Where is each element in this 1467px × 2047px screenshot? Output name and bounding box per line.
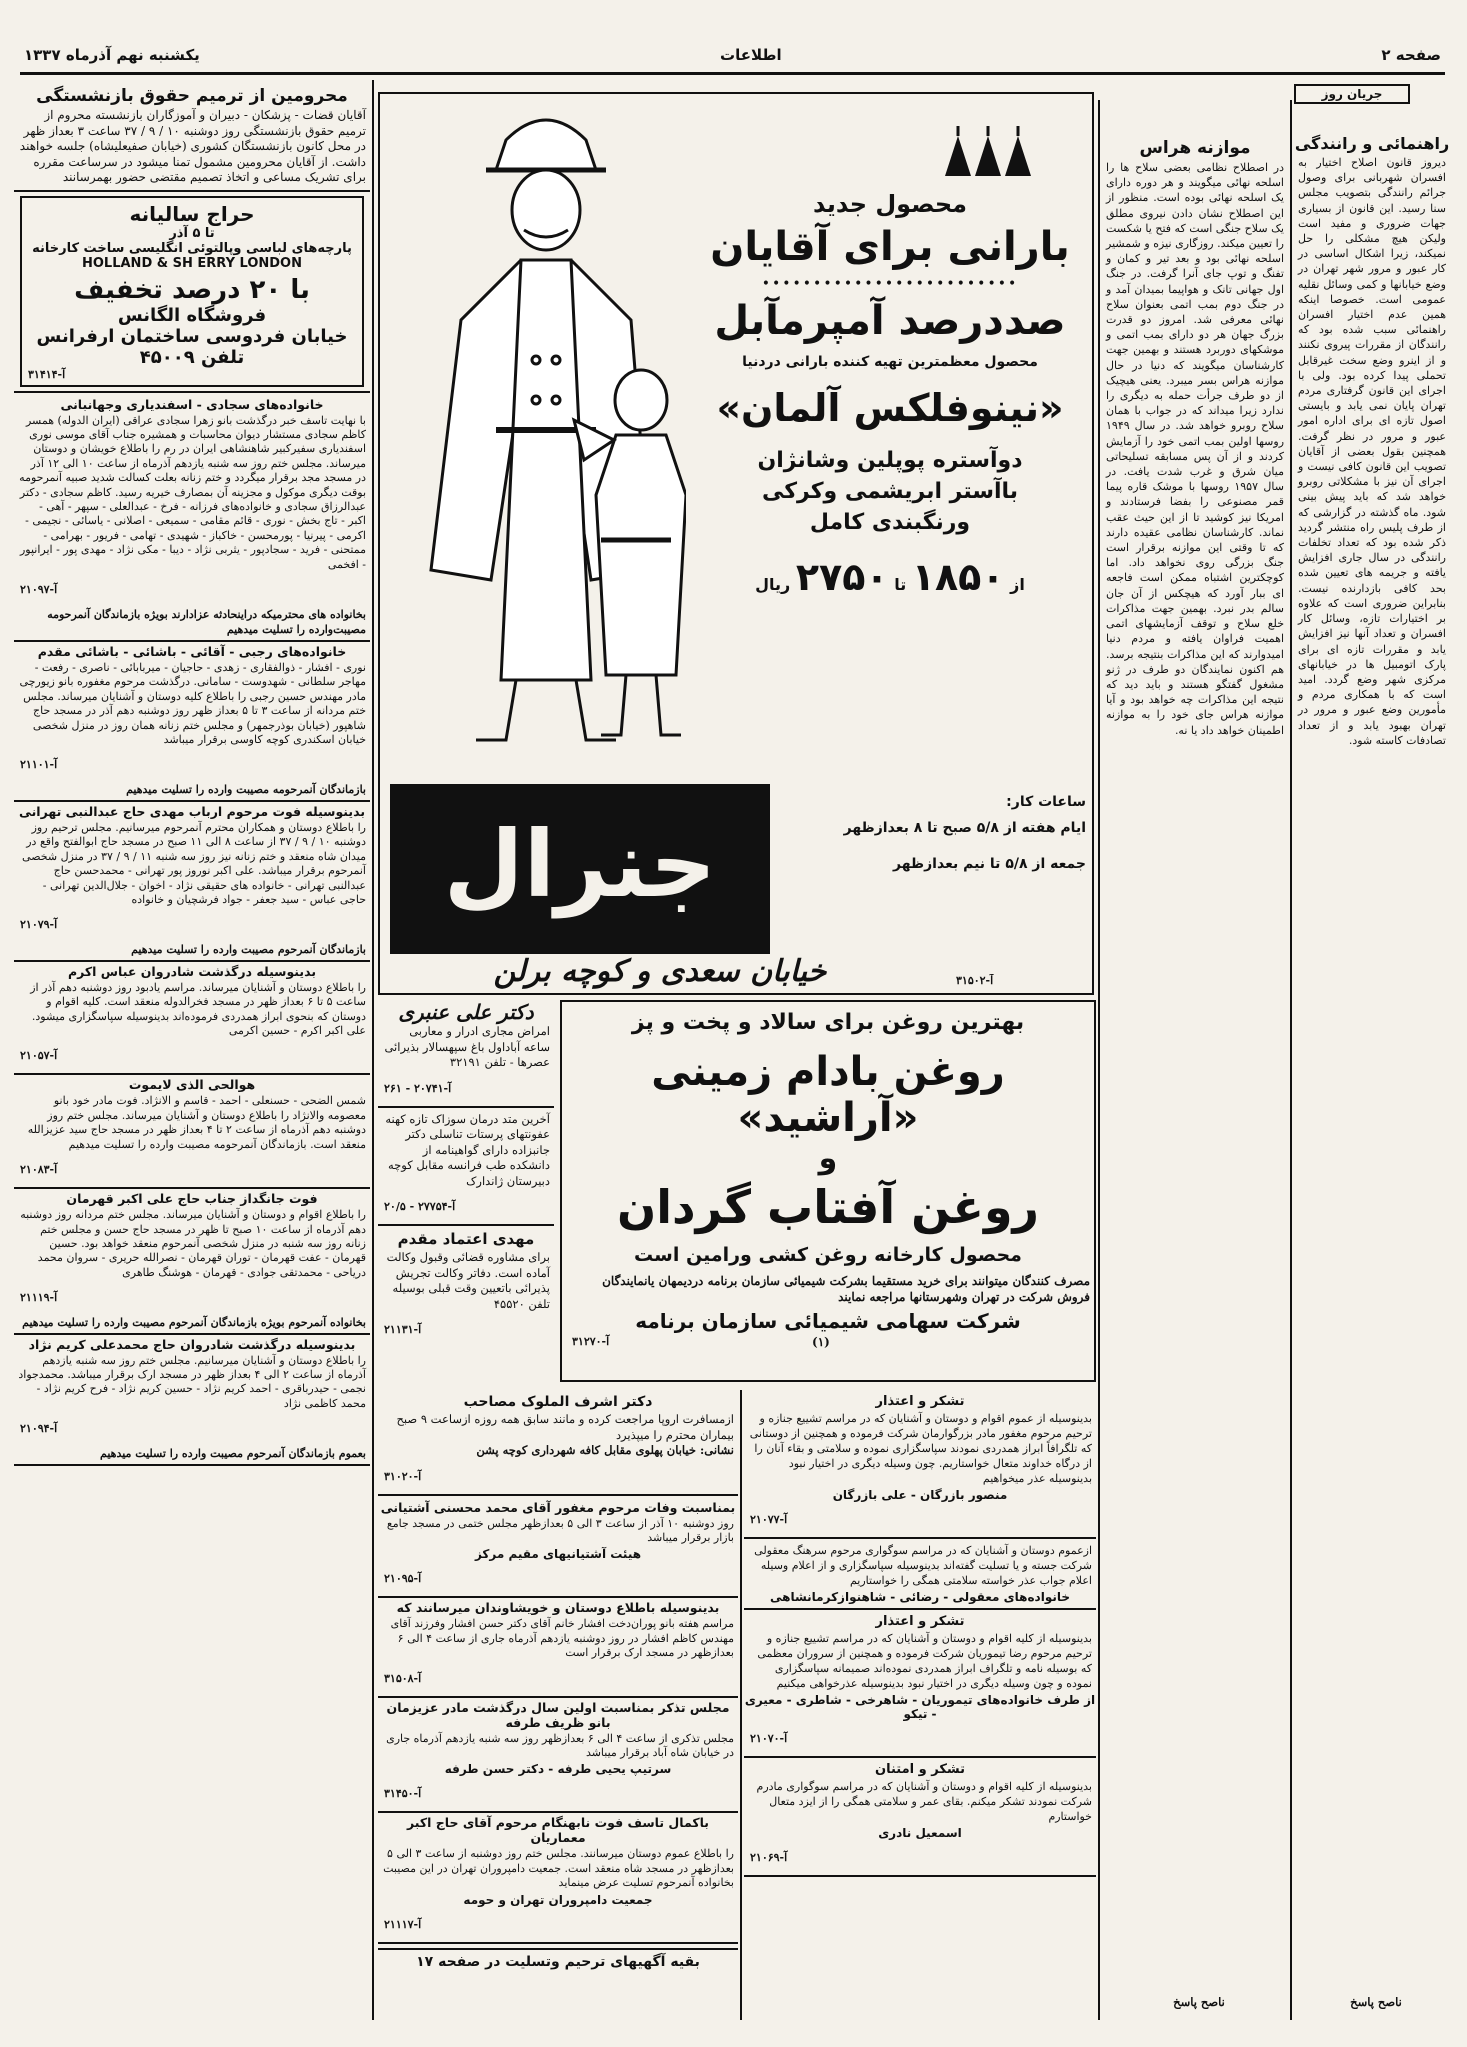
obituary-footer: بخانواده آنمرحوم بویژه بازماندگان آنمرحوم مصیبت وارده را تسلیت میدهیم — [22, 1316, 366, 1330]
ad-price-row — [690, 555, 1090, 599]
oil-dealers: مصرف کنندگان میتوانند برای خرید مستقیما بشرکت شیمیائی سازمان برنامه دردیمهان یانمایندگان فروش شرکت در تهران وشهرستانها مراجعه نمایند — [602, 1274, 1090, 1304]
obituary-body: با نهایت تاسف خبر درگذشت بانو زهرا سجادی عراقی (ایران الدوله) همسر کاظم سجادی مستشار دیوان محاسبات و همشیره جناب آقای موسی نوری اسفندیاری سفیرکبیر شاهنشاهی ایران در رم را باطلاع خویشان و دوستان میرساند. مجلس ختم روز سه شنبه یازدهم آذرماه از ساعت ۱۰ الی ۱۲ آذر در مسجد مجد برقرار میگردد و ختم زنانه بعلت کسالت شدید صبیه آنمرحومه بوقت دیگری موکول و مجزینه آن بمصارف خیریه رسید. کاظم سجادی - دکتر عبدالرزاق سجادی و خانواده‌های فرزانه - فرخ - عبدالعلی - سپهر - آهی - اکبر - تاج بخش - نوری - قائم مقامی - سمیعی - اصلانی - یاسائی - نجیمی - اکرمی - پیرنیا - پورمحسن - خاکباز - شهیدی - تهامی - فریور - بهرامی - ممتحنی - فرید - سجادپور - یثربی نژاد - دیبا - مکی نژاد - مهدی پور - ایرانپور - افخمی — [19, 413, 366, 571]
mourning-code: آ-۳۱۵۰۸ — [384, 1671, 422, 1685]
mourning-notice — [378, 1815, 738, 1943]
divider — [14, 391, 370, 393]
divider — [14, 1187, 370, 1189]
ad-brand: «نینوفلکس آلمان» — [716, 386, 1064, 430]
pension-body: آقایان قضات - پزشکان - دبیران و آموزگاران بازنشسته محروم از ترمیم حقوق بازنشستگی روز دوشنبه ۱۰ / ۹ / ۳۷ ساعت ۳ بعداز ظهر در محل کانون بازنشستگان کشوری (خیابان صفیعلیشاه) جلسه خواهند داشت. از آقایان محرومین مشمول تمنا میشود در سرساعت مقرره برای تشریک مساعی و اتخاذ تصمیم مقتضی حضور بهمرسانند — [19, 108, 366, 184]
sale-ad — [20, 196, 364, 387]
oil-top: بهترین روغن برای سالاد و پخت و پز — [631, 1010, 1025, 1035]
article-body: در اصطلاح نظامی بعضی سلاح ها را اسلحه نهائی میگویند و هر دوره دارای یک اسلحه نهائی بوده است. منظور از این اصطلاح نشان دادن نیروی مطلق یک سلاح جنگی است که فتح یا شکست را تعیین میکند. روزگاری نیزه و شمشیر اسلحه نهائی بود و بعد تیر و کمان و تفنگ و توپ جای آنرا گرفت. در جنگ اول جهانی تانک و هواپیما بمیدان آمد و در جنگ دوم بمب اتمی بعنوان سلاح نهائی معرفی شد. امروز دو قدرت بزرگ جهان هر دو دارای بمب اتمی و موشکهای دوربرد هستند و بهمین جهت کارشناسان میگویند که دنیا در حال موازنه هراس بسر میبرد. یعنی هیچیک از دو طرف جرأت حمله به دیگری را ندارد زیرا میداند که در جواب با همان سلاح روبرو خواهد شد. در سال ۱۹۴۹ روسها اولین بمب اتمی خود را آزمایش کردند و از آن پس مسابقه تسلیحاتی میان شرق و غرب شدت یافت. در سال ۱۹۵۷ روسها با موشک قاره پیما قمر مصنوعی را بفضا فرستادند و امریکا نیز کوشید تا از این حیث عقب نماند. کارشناسان نظامی عقیده دارند که تا وقتی این موازنه برقرار است جنگ بزرگی روی نخواهد داد. اما کوچکترین اشتباه ممکن است فاجعه ای ببار آورد که هیچکس از آن جان سالم بدر نبرد. بهمین جهت مذاکرات خلع سلاح و توقف آزمایشهای اتمی اهمیت فراوان یافته و مردم دنیا امیدوارند که این مذاکرات بنتیجه برسد. هم اکنون نمایندگان دو طرف در ژنو مشغول گفتگو هستند و باید دید که نتیجه این مذاکرات چه خواهد بود و آیا موازنه هراس جای خود را به موازنه اطمینان خواهد داد یا نه. — [1106, 161, 1284, 737]
mourning-title: بمناسبت وفات مرحوم مغفور آقای محمد محسنی آشتیانی — [380, 1499, 736, 1515]
mourning-sign: هیئت آشتیانیهای مقیم مرکز — [474, 1547, 642, 1562]
obituary-title: هوالحی الذی لایموت — [128, 1077, 256, 1093]
divider — [744, 1608, 1096, 1610]
raincoat-illustration — [386, 100, 686, 780]
column-rule — [372, 80, 374, 2020]
mourning-body: مراسم هفته بانو پوران‌دخت افشار خانم آقای دکتر حسن افشار وفرزند آقای مهندس کاظم افشار در روز دوشنبه یازدهم آذرماه جاری از ساعت ۴ الی ۶ بعدازظهر در مسجد ارک برقرار است — [390, 1617, 734, 1660]
divider — [14, 1464, 370, 1466]
price-from: از — [1010, 575, 1025, 594]
dentist-body: امراض مجاری ادرار و معاربی ساعه آباداول باغ سپهسالار بذیرائی عصرها - تلفن ۳۲۱۹۱ — [384, 1024, 550, 1069]
hours-week: ایام هفته از ۵/۸ صبح تا ۸ بعدازظهر — [843, 820, 1086, 836]
umbrella-logo — [940, 116, 1050, 186]
dentist-name: دکتر علی عنبری — [398, 1000, 534, 1024]
obituary-code: آ-۲۱۱۰۱ — [20, 758, 58, 772]
oil-num: (۱) — [812, 1335, 830, 1349]
lawyer-name: مهدی اعتماد مقدم — [397, 1230, 535, 1248]
obituary-footer: بخانواده های محترمیکه دراینحادثه عزادارند بویژه بازماندگان آنمرحومه مصیبت‌وارده را تسلیت میدهیم — [47, 607, 366, 637]
oil-name-1: روغن بادام زمینی «آراشید» — [651, 1049, 1005, 1141]
mourning-code: آ-۳۱۴۵۰ — [384, 1787, 422, 1801]
divider — [378, 1948, 738, 1950]
obituary-title: بدینوسیله درگذشت شادروان حاج محمدعلی کریم نژاد — [28, 1336, 356, 1352]
store-name-banner — [390, 784, 770, 954]
hours-title: ساعات کار: — [1006, 794, 1086, 810]
divider — [378, 1596, 738, 1598]
thanks-code: آ-۲۱۰۷۷ — [750, 1513, 788, 1526]
divider — [378, 1811, 738, 1813]
obituary-footer: بعموم بازماندگان آنمرحوم مصیبت وارده را تسلیت میدهیم — [100, 1447, 366, 1461]
divider — [14, 190, 370, 192]
obituary-list — [14, 397, 370, 1466]
thanks-sign: منصور بازرگان - علی بازرگان — [832, 1488, 1008, 1502]
clinic-code: آ-۲۷۷۵۴ - ۲۰/۵ — [384, 1200, 456, 1213]
divider — [744, 1756, 1096, 1758]
ad-headline: بارانی برای آقایان — [710, 224, 1070, 270]
obituary-code: آ-۲۱۰۸۳ — [20, 1163, 58, 1177]
obituary-footer: بازماندگان آنمرحومه مصیبت وارده را تسلیت میدهیم — [126, 783, 366, 797]
thanks-notice — [744, 1762, 1096, 1877]
oil-and: و — [818, 1141, 838, 1176]
store-name: جنرال — [443, 811, 717, 918]
obituary-body: نوری - افشار - ذوالفقاری - زهدی - حاجیان - میربابائی - ناصری - رفعت - مهاجر سلطانی - شهدوست - سامانی. درگذشت مرحوم مغفوره بانو زیورچی مادر مهندس حسین رجبی را باطلاع کلیه دوستان و آشنایان میرساند. مجلس ختم مردانه از ساعت ۳ تا ۵ بعداز ظهر روز دوشنبه دهم آذر در مسجد حاج شاهپور (خیابان بوذرجمهر) و مجلس ختم زنانه همان روز در منزل شخصی خیابان اسکندری کوچه کاوسی برقرار میباشد — [19, 660, 366, 746]
ad-code: آ-۳۱۵۰۲ — [956, 974, 994, 987]
divider — [744, 1537, 1096, 1539]
divider — [14, 1333, 370, 1335]
raincoat-ad-text — [690, 184, 1090, 704]
clinic-body: آخرین متد درمان سوزاک تازه کهنه عفونتهای پرستات تناسلی دکتر جانبزاده دارای گواهینامه از دانشکده طب فرانسه مقابل کوچه دبیرستان ژاندارک — [385, 1111, 550, 1188]
doctor-title: دکتر اشرف الملوک مصاحب — [463, 1394, 653, 1410]
divider — [14, 1073, 370, 1075]
obituary-title: بدینوسیله درگذشت شادروان عباس اکرم — [67, 963, 317, 979]
thanks-body: بدینوسیله از کلیه اقوام و دوستان و آشنایان که در مراسم تشییع جنازه و ترحیم مرحوم رضا تیموریان شرکت فرموده و همچنین از سروران معظمی که بوسیله نامه و تلگراف ابراز همدردی نموده‌اند صمیمانه سپاسگزاری نموده و چون وسیله دیگری در اختیار نبود بدینوسیله عذرخواهی میکنیم — [757, 1632, 1092, 1690]
mourning-title: بدینوسیله باطلاع دوستان و خویشاوندان میرسانند که — [396, 1600, 720, 1616]
mourning-sign: سرتیپ یحیی طرفه - دکتر حسن طرفه — [444, 1762, 672, 1777]
doctor-address: نشانی: خیابان پهلوی مقابل کافه شهرداری کوچه پشن — [476, 1443, 734, 1457]
thanks-title: تشکر و اعتذار — [875, 1394, 965, 1409]
thanks-notice — [744, 1394, 1096, 1539]
obituary-code: آ-۲۱۰۹۴ — [20, 1422, 58, 1436]
divider — [744, 1875, 1096, 1877]
divider — [14, 960, 370, 962]
divider — [378, 1494, 738, 1496]
store-hours — [780, 794, 1086, 944]
sale-discount: با ۲۰ درصد تخفیف — [74, 274, 310, 305]
obituary-footer: بازماندگان آنمرحوم مصیبت وارده را تسلیت میدهیم — [131, 943, 366, 957]
sale-phone: تلفن ۴۵۰۰۹ — [139, 346, 245, 368]
thanks-code: آ-۲۱۰۷۰ — [750, 1732, 788, 1745]
lawyer-code: آ-۲۱۱۳۱ — [384, 1323, 422, 1336]
footer-note: بقیه آگهیهای ترحیم وتسلیت در صفحه ۱۷ — [416, 1953, 700, 1970]
obituary-title: فوت جانگداز جناب حاج علی اکبر قهرمان — [66, 1191, 318, 1207]
mourning-notice — [378, 1600, 738, 1697]
thanks-title: تشکر و اعتذار — [875, 1614, 965, 1629]
article-body: دیروز قانون اصلاح اختیار به افسران شهربانی برای وصول جرائم رانندگی بتصویب مجلس سنا رسید. این قانون از بسیاری جهات ضروری و مفید است ولیکن هیچ مشکلی را حل نمیکند، زیرا اشکال اساسی در کار عبور و مرور شهر تهران در وضع خیابانها و کمی وسائل نقلیه عمومی است. خصوصا اینکه همین عدم اختیار افسران راهنمائی سبب شده بود که رانندگان از مقررات پیروی نکنند و از اینرو وضع سخت غیرقابل تحملی پیدا کرده بود. ولی با اجرای این قانون گرفتاری مردم تهران پایان نمی یابد و بایستی اصول تازه ای برای اداره امور عبور و مرور در نظر گرفت. همچنین بقول بعضی از آقایان تصویب این قانون کافی نیست و اجرای آن نیز با مشکلاتی روبرو خواهد شد که باید پیش بینی شود. ماه گذشته در گزارشی که از طرف پلیس راه منتشر گردید ذکر شده بود که تعداد تخلفات رانندگی در سال جاری افزایش یافته و جریمه های تعیین شده بحد کافی بازدارنده نیست. بنابراین ضروری است که علاوه بر اختیارات تازه، وسائل کار افسران و تعداد آنها نیز افزایش یابد و مقررات تازه ای برای پارک اتومبیل ها در خیابانهای مرکزی شهر وضع گردد. امید است که با همکاری مردم و مأمورین وضع عبور و مرور در تهران بهبود یابد و از تعداد تصادفات کاسته شود. — [1298, 156, 1446, 747]
thanks-title: تشکر و امتنان — [875, 1762, 965, 1777]
ad-feature: دوآستره پوپلین وشانژان — [757, 448, 1023, 473]
obituary-body: را باطلاع اقوام و دوستان و آشنایان میرساند. مجلس ختم مردانه روز دوشنبه دهم آذرماه از ساعت ۱۰ صبح تا ظهر در مسجد حاج حسن و مجلس ختم زنانه روز سه شنبه در منزل شخصی آنمرحوم منعقد خواهد بود. حسین قهرمان - عفت قهرمان - توران قهرمان - نصرالله حریری - سروان محمد دریاحی - محمدتقی جوادی - قهرمان - هوشنگ طاهری — [20, 1208, 366, 1279]
obituary-code: آ-۲۱۰۷۹ — [20, 918, 58, 932]
column-rule — [740, 1390, 742, 2020]
obituary-title: بدینوسیله فوت مرحوم ارباب مهدی حاج عبدالنبی تهرانی — [18, 803, 366, 819]
ad-new-product: محصول جدید — [812, 190, 968, 218]
divider — [14, 800, 370, 802]
column-rule — [1098, 100, 1100, 2020]
column-rule — [1290, 100, 1292, 2020]
obituary-body: شمس الضحی - حسنعلی - احمد - قاسم و الانژاد. فوت مادر خود بانو معصومه والانژاد را باطلاع دوستان و آشنایان میرساند. مجلس ختم روز دوشنبه دهم آذرماه از ساعت ۲ تا ۴ بعداز ظهر در مسجد حاج سید عزیزالله منعقد است. بازماندگان آنمرحومه مصیبت وارده را تسلیت میدهیم — [27, 1094, 366, 1151]
ad-feature: ورنگبندی کامل — [809, 510, 971, 535]
oil-name-2: روغن آفتاب گردان — [616, 1180, 1040, 1234]
mourning-title: باکمال تاسف فوت نابهنگام مرحوم آقای حاج اکبر معماریان — [406, 1815, 710, 1846]
obituary-title: خانواده‌های رجبی - آقائی - باشائی - باشائی مقدم — [37, 643, 347, 659]
mourning-body: مجلس تذکری از ساعت ۴ الی ۶ بعدازظهر روز سه شنبه یازدهم آذرماه جاری در خیابان شاه آباد برقرار میباشد — [386, 1731, 734, 1759]
article-title: راهنمائی و رانندگی — [1294, 134, 1450, 153]
mourning-body: را باطلاع عموم دوستان میرسانند. مجلس ختم روز دوشنبه از ساعت ۳ الی ۵ بعدازظهر در مسجد شاه منعقد است. جمعیت دامپروران تهران در این مصیبت بخانواده آنمرحوم تسلیت عرض مینماید — [383, 1847, 734, 1890]
pension-title: محرومین از ترمیم حقوق بازنشستگی — [36, 86, 348, 106]
header-paper-name: اطلاعات — [720, 46, 782, 64]
sale-brand: HOLLAND & SH ERRY LONDON — [82, 255, 302, 271]
editorial-column-traffic — [1294, 84, 1450, 2024]
section-kicker: جریان روز — [1294, 84, 1410, 104]
ad-feature: باآستر ابریشمی وکرکی — [761, 479, 1019, 504]
obituary-code: آ-۲۱۰۹۷ — [20, 582, 58, 596]
mourning-notice — [378, 1500, 738, 1599]
ad-maker-line: محصول معظمترین تهیه کننده بارانی دردنیا — [742, 354, 1038, 370]
thanks-sign: اسمعیل نادری — [878, 1826, 962, 1840]
price-currency: ریال — [755, 575, 791, 594]
obituary-body: را باطلاع دوستان و آشنایان میرساند. مراسم یادبود روز دوشنبه دهم آذر از ساعت ۵ تا ۶ بعداز ظهر در مسجد فخرالدوله منعقد است. کلیه اقوام و دوستان که بنحوی ابراز همدردی فرموده‌اند بدینوسیله سپاسگزاری میشود. علی اکبر اکرم - حسین اکرمی — [30, 980, 366, 1038]
thanks-body: ازعموم دوستان و آشنایان که در مراسم سوگواری مرحوم سرهنگ معقولی شرکت جسته و یا تسلیت گفته‌اند بدینوسیله سپاسگزاری و از اعلام وسیله اعلام جواب عذر خواسته سلامتی همگی را خواستاریم — [754, 1544, 1092, 1587]
small-ads-column — [378, 1000, 554, 1390]
divider — [378, 1106, 554, 1108]
sale-store: فروشگاه الگانس — [117, 304, 267, 326]
editorial-column-balance — [1102, 84, 1288, 2024]
oil-code: آ-۳۱۲۷۰ — [572, 1335, 610, 1348]
sale-title: حراج سالیانه — [129, 201, 255, 226]
price-low: ۱۸۵۰ — [911, 555, 1005, 599]
ad-dotted-divider: ••••••••••••••••••••••••• — [761, 276, 1019, 292]
doctor-body: ازمسافرت اروپا مراجعت کرده و مانند سابق همه روزه ازساعت ۹ صبح بیماران محترم را میپذیرد — [396, 1412, 734, 1442]
mourning-title: مجلس تذکر بمناسبت اولین سال درگذشت مادر عزیزمان بانو ظریف طرفه — [386, 1699, 730, 1730]
obituary-notice — [14, 397, 370, 642]
thanks-body: بدینوسیله از کلیه اقوام و دوستان و آشنایان که در مراسم سوگواری مادرم شرکت نمودند تشکر میکنم. بقای عمر و سلامتی همگی را از ایزد متعال خواستارم — [756, 1780, 1092, 1823]
mourning-body: روز دوشنبه ۱۰ آذر از ساعت ۳ الی ۵ بعدازظهر مجلس ختمی در مسجد جامع بازار برقرار میباشد — [386, 1516, 734, 1544]
obituary-notice — [14, 964, 370, 1076]
divider — [378, 1942, 738, 1944]
lawyer-body: برای مشاوره قضائی وقبول وکالت آماده است. دفاتر وکالت تجریش پذیرائی باتعیین وقت قبلی بوسیله تلفن ۴۵۵۲۰ — [386, 1250, 550, 1311]
sale-dates: تا ۵ آذر — [169, 225, 215, 241]
dentist-code: آ-۲۰۷۴۱ - ۲۶۱ — [384, 1081, 452, 1095]
doctor-code: آ-۳۱۰۲۰ — [384, 1469, 422, 1483]
obituary-body: را باطلاع دوستان و همکاران محترم آنمرحوم میرسانیم. مجلس ترحیم روز دوشنبه ۱۰ / ۹ / ۳۷ از ساعت ۸ الی ۱۱ صبح در مسجد حاج ابوالفتح واقع در میدان شاه منعقد و ختم زنانه نیز روز سه شنبه ۱۱ / ۹ / ۳۷ در منزل شخصی آنمرحوم برقرار میباشد. علی اکبر نوروز پور تهرانی - محمدحسن حاج عبدالنبی تهرانی - خانواده های حقیقی نژاد - اخوان - جلال‌الدین تهرانی - حاجی عباس - سید جعفر - جواد فرشچیان و خانواده — [22, 820, 366, 906]
obituary-title: خانواده‌های سجادی - اسفندیاری وجهانبانی — [60, 396, 324, 412]
sale-desc: پارچه‌های لباسی وپالتوئی انگلیسی ساخت کارخانه — [32, 240, 352, 256]
header-rule — [20, 72, 1445, 75]
mourning-sign: جمعیت دامپروران تهران و حومه — [463, 1892, 653, 1907]
oil-ad — [560, 1000, 1096, 1382]
thanks-sign: از طرف خانواده‌های تیموریان - شاهرخی - شاطری - معیری - تیکو — [744, 1693, 1096, 1721]
mourning-code: آ-۲۱۱۱۷ — [384, 1917, 422, 1931]
thanks-sign: خانواده‌های معقولی - رضائی - شاهنوازکرمانشاهی — [769, 1590, 1070, 1604]
obituary-code: آ-۲۱۰۵۷ — [20, 1049, 58, 1063]
obituary-code: آ-۲۱۱۱۹ — [20, 1291, 58, 1305]
store-address: خیابان سعدی و کوچه برلن — [493, 954, 827, 989]
article-signature: ناصح پاسخ — [1173, 1994, 1225, 2009]
article-signature: ناصح پاسخ — [1350, 1994, 1402, 2009]
divider — [378, 1696, 738, 1698]
thanks-notice — [744, 1543, 1096, 1610]
thanks-column — [744, 1392, 1096, 2032]
ad-tagline: صددرصد آمپرمآبل — [714, 298, 1066, 344]
hours-friday: جمعه از ۵/۸ تا نیم بعدازظهر — [892, 856, 1086, 872]
divider — [14, 640, 370, 642]
notices-column-left — [14, 80, 370, 2030]
obituary-notice — [14, 1077, 370, 1189]
sale-address: خیابان فردوسی ساختمان ارفرانس — [36, 325, 348, 347]
divider — [378, 1224, 554, 1226]
thanks-list — [744, 1394, 1096, 1877]
oil-company: شرکت سهامی شیمیائی سازمان برنامه — [635, 1309, 1021, 1333]
price-high: ۲۷۵۰ — [795, 555, 889, 599]
obituary-notice — [14, 1191, 370, 1335]
page-header — [20, 44, 1445, 70]
oil-footer-row — [562, 1333, 1094, 1353]
oil-maker: محصول کارخانه روغن کشی ورامین است — [634, 1244, 1022, 1266]
thanks-notice — [744, 1614, 1096, 1758]
obituary-body: را باطلاع دوستان و آشنایان میرسانیم. مجلس ختم روز سه شنبه یازدهم آذرماه از ساعت ۲ الی ۴ بعداز ظهر در مسجد ارک برقرار میباشد. محمدجواد نجمی - حیدرباقری - احمد کریم نژاد - حسین کریم نژاد - فرح کریم نژاد - محمد کاظمی نژاد — [18, 1353, 366, 1410]
header-date: یکشنبه نهم آذرماه ۱۳۳۷ — [24, 46, 200, 64]
mourning-column — [378, 1392, 738, 2032]
mourning-list — [378, 1500, 738, 1944]
article-title: موازنه هراس — [1139, 138, 1251, 158]
mourning-code: آ-۲۱۰۹۵ — [384, 1572, 422, 1586]
header-page-number: صفحه ۲ — [1381, 46, 1441, 64]
thanks-body: بدینوسیله از عموم اقوام و دوستان و آشنایان که در مراسم تشییع جنازه و ترحیم مرحوم مغفور مادر بزرگوارمان شرکت فرموده و همچنین از دوستانی که تلگرافاً ابراز همدردی نمودند سپاسگزاری نموده و سلامتی و بقاء آنان را از درگاه خداوند متعال خواستاریم. چون وسیله دیگری در اختیار نبود بدینوسیله عذر میخواهیم — [749, 1412, 1092, 1485]
obituary-notice — [14, 1337, 370, 1466]
obituary-notice — [14, 804, 370, 962]
obituary-notice — [14, 644, 370, 802]
thanks-code: آ-۲۱۰۶۹ — [750, 1851, 788, 1864]
price-to: تا — [894, 575, 907, 594]
mourning-notice — [378, 1700, 738, 1814]
raincoat-ad — [378, 92, 1094, 995]
sale-code: آ-۳۱۴۱۴ — [28, 367, 66, 381]
